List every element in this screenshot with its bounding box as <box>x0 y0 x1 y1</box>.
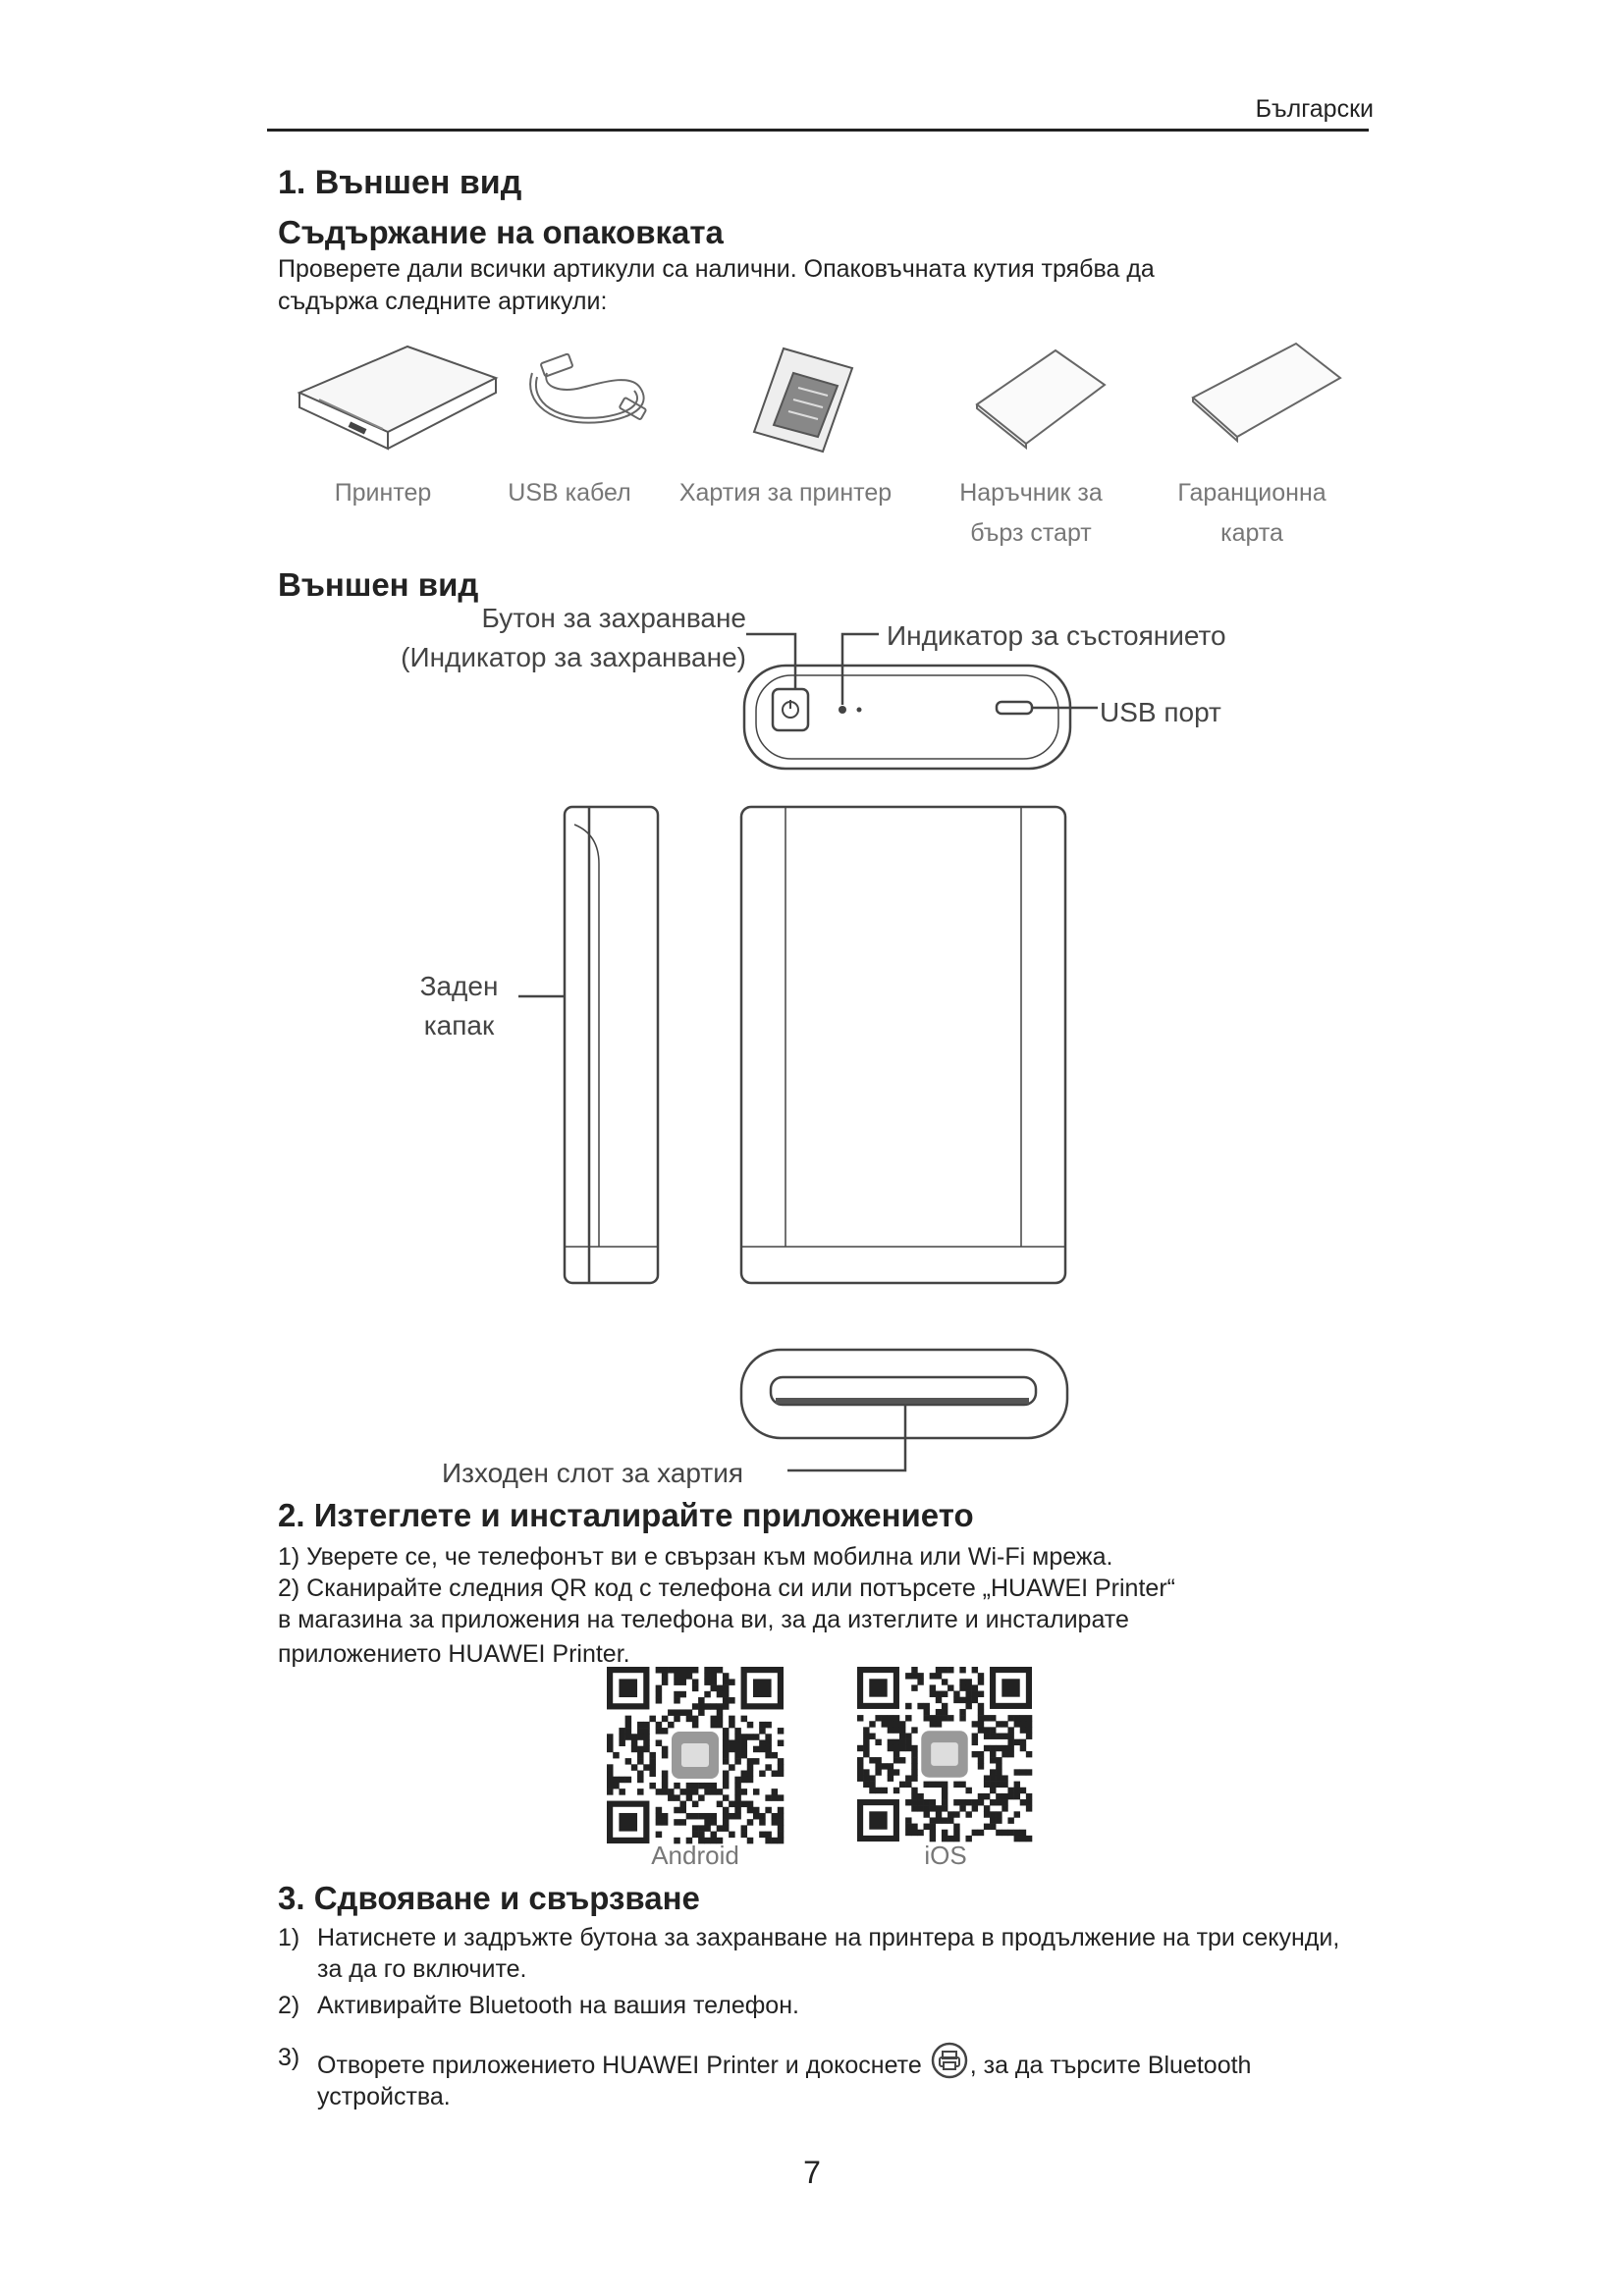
ios-qr-code[interactable] <box>857 1667 1032 1842</box>
printer-side-view <box>565 807 658 1283</box>
step-1: 1) Натиснете и задръжте бутона за захранване на принтера в продължение на три секунди, за да го включите. <box>278 1924 1340 1983</box>
package-item: Хартия за принтер <box>678 479 893 507</box>
ios-qr-label: iOS <box>924 1841 967 1870</box>
package-item: Принтер <box>334 479 432 507</box>
status-indicator-icon <box>839 706 846 714</box>
language-label: Български <box>1255 95 1374 123</box>
package-intro: Проверете дали всички артикули са налични. Опаковъчната кутия трябва да съдържа следните артикули: <box>278 255 1155 315</box>
usb-port-icon <box>997 702 1032 714</box>
paper-slot-label: Изходен слот за хартия <box>442 1458 744 1488</box>
step-3: 3) Отворете приложението HUAWEI Printer и докоснете , за да търсите Bluetooth устройства. <box>278 2044 1252 2110</box>
section-3-title: 3. Сдвояване и свързване <box>278 1880 700 1916</box>
power-button-label: Бутон за захранване (Индикатор за захранване) <box>401 603 746 672</box>
status-indicator-label: Индикатор за състоянието <box>887 620 1226 651</box>
step-2: 2) Активирайте Bluetooth на вашия телефон. <box>278 1992 799 2019</box>
package-item: Наръчник за бърз старт <box>959 479 1103 547</box>
back-cover-label: Заден капак <box>419 971 499 1041</box>
package-contents-title: Съдържание на опаковката <box>278 214 724 250</box>
printer-front-view <box>741 807 1065 1283</box>
appearance-title: Външен вид <box>278 566 479 603</box>
section-2-title: 2. Изтеглете и инсталирайте приложението <box>278 1497 974 1533</box>
android-qr-label: Android <box>651 1841 739 1870</box>
power-button-icon <box>773 689 808 730</box>
printer-search-icon[interactable] <box>931 2042 968 2079</box>
package-item: Гаранционна карта <box>1177 479 1326 547</box>
package-item: USB кабел <box>508 479 631 507</box>
page-number: 7 <box>803 2155 821 2190</box>
usb-port-label: USB порт <box>1100 697 1221 727</box>
android-qr-code[interactable] <box>607 1667 784 1843</box>
section-2-text: 1) Уверете се, че телефонът ви е свързан към мобилна или Wi-Fi мрежа. 2) Сканирайте следния QR код с телефона си или потърсете „HUAWEI Printer“ в магазина за приложения на телефона ви, за да изтеглите и инсталирате приложението HUAWEI Printer. <box>278 1543 1175 1668</box>
section-1-title: 1. Външен вид <box>278 164 522 201</box>
